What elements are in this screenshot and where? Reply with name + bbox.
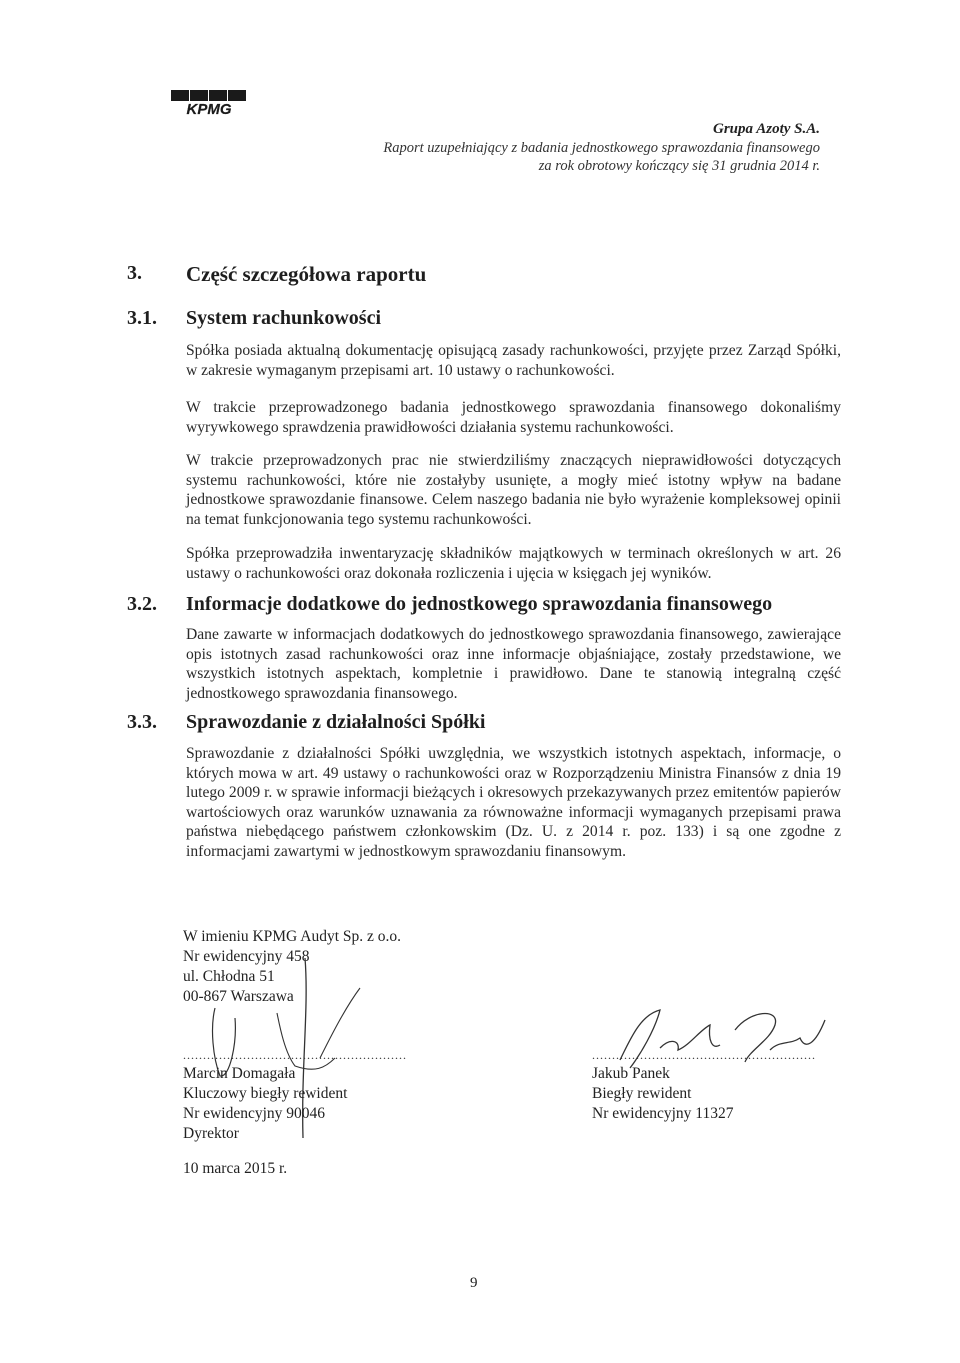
header-company: Grupa Azoty S.A. bbox=[713, 121, 820, 137]
firm-street: ul. Chłodna 51 bbox=[183, 968, 275, 985]
section-3-2-number: 3.2. bbox=[127, 593, 157, 615]
signature-line-left: ........................................................ bbox=[183, 1048, 407, 1062]
left-signer-registration: Nr ewidencyjny 90046 bbox=[183, 1105, 326, 1122]
section-3-2-title: Informacje dodatkowe do jednostkowego sprawozdania finansowego bbox=[186, 593, 773, 615]
right-signer-name: Jakub Panek bbox=[592, 1065, 670, 1082]
paragraph: Dane zawarte w informacjach dodatkowych do jednostkowego sprawozdania finansowego, zawierające opis istotnych zasad rachunkowości oraz inne informacje objaśniające, zostały przedstawione, we wszystkich istotnych aspektach, kompletnie i prawidłowo. Dane te stanowią integralną część jednostkowego sprawozdania finansowego. bbox=[186, 626, 841, 702]
page-number: 9 bbox=[470, 1275, 478, 1291]
section-3-1-title: System rachunkowości bbox=[186, 307, 382, 329]
paragraph: Spółka posiada aktualną dokumentację opisującą zasady rachunkowości, przyjęte przez Zarząd Spółki, w zakresie wymaganym przepisami art. 10 ustawy o rachunkowości. bbox=[186, 342, 841, 379]
header-period-line: za rok obrotowy kończący się 31 grudnia 2014 r. bbox=[538, 158, 820, 174]
right-signer-registration: Nr ewidencyjny 11327 bbox=[592, 1105, 734, 1122]
header-report-line: Raport uzupełniający z badania jednostkowego sprawozdania finansowego bbox=[383, 140, 820, 156]
paragraph: W trakcie przeprowadzonych prac nie stwierdziliśmy znaczących nieprawidłowości dotyczących systemu rachunkowości, które nie zostałyby usunięte, a mogły mieć istotny wpływ na badane jednostkowe sprawozdanie finansowe. Celem naszego badania nie było wyrażenie kompleksowej opinii na temat funkcjonowania tego systemu rachunkowości. bbox=[186, 452, 841, 528]
paragraph: Spółka przeprowadziła inwentaryzację składników majątkowych w terminach określonych w art. 26 ustawy o rachunkowości oraz dokonała rozliczenia i ujęcia w księgach jej wyników. bbox=[186, 545, 841, 582]
section-3-3-title: Sprawozdanie z działalności Spółki bbox=[186, 711, 486, 733]
section-3-title: Część szczegółowa raportu bbox=[186, 262, 427, 286]
section-3-1-number: 3.1. bbox=[127, 307, 157, 329]
left-signer-name: Marcin Domagała bbox=[183, 1065, 296, 1082]
logo-text: KPMG bbox=[186, 101, 232, 116]
left-signer-title: Dyrektor bbox=[183, 1125, 239, 1142]
section-3-3-number: 3.3. bbox=[127, 711, 157, 733]
document-date: 10 marca 2015 r. bbox=[183, 1160, 288, 1177]
kpmg-logo bbox=[171, 90, 247, 116]
paragraph: W trakcie przeprowadzonego badania jednostkowego sprawozdania finansowego dokonaliśmy wyrywkowego sprawdzenia prawidłowości działania systemu rachunkowości. bbox=[186, 399, 841, 436]
firm-name: W imieniu KPMG Audyt Sp. z o.o. bbox=[183, 928, 402, 945]
paragraph: Sprawozdanie z działalności Spółki uwzględnia, we wszystkich istotnych aspektach, informacje, o których mowa w art. 49 ustawy o rachunkowości oraz w Rozporządzeniu Ministra Finansów z dnia 19 lutego 2009 r. w sprawie informacji bieżących i okresowych przekazywanych przez emitentów papierów wartościowych oraz warunków uznawania za równoważne informacji wymaganych przepisami prawa państwa niebędącego państwem członkowskim (Dz. U. z 2014 r. poz. 133) i są one zgodne z informacjami zawartymi w jednostkowym sprawozdaniu finansowym. bbox=[186, 745, 841, 860]
firm-registration: Nr ewidencyjny 458 bbox=[183, 948, 310, 965]
signature-line-right: ........................................................ bbox=[592, 1048, 816, 1062]
firm-city: 00-867 Warszawa bbox=[183, 988, 294, 1005]
section-3-number: 3. bbox=[127, 262, 142, 284]
right-signer-role: Biegły rewident bbox=[592, 1085, 692, 1102]
left-signer-role: Kluczowy biegły rewident bbox=[183, 1085, 348, 1102]
